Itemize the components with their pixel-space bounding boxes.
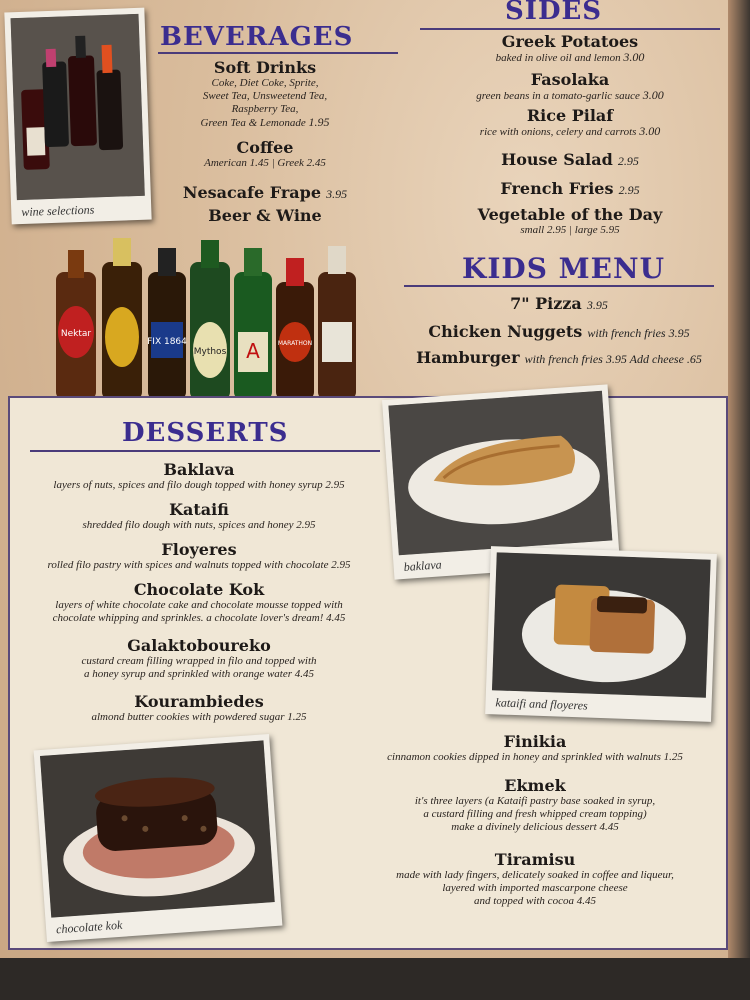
frape-price: 3.95 [326,187,348,201]
dessert-desc-3: and topped with cocoa 4.45 [474,895,596,907]
dessert-name: Baklava [163,460,235,479]
beer-wine-name: Beer & Wine [208,206,322,225]
side-desc: green beans in a tomato-garlic sauce [476,90,640,102]
table-edge [728,0,750,1000]
kids-note: 3.95 [586,298,608,312]
side-item [420,32,720,65]
baklava-image [388,391,612,556]
kataifi-image [492,552,711,697]
dessert-desc-1: layers of white chocolate cake and chocolate mousse topped with [55,599,343,611]
side-item [420,70,720,103]
coffee-desc: American 1.45 | Greek 2.45 [204,157,326,169]
coffee-name: Coffee [236,138,294,157]
frape-name: Nesacafe Frape [182,183,322,202]
side-desc: small 2.95 | large 5.95 [520,224,620,236]
dessert-name: Floyeres [161,540,237,559]
coffee-item [150,138,380,170]
sides-heading: SIDES [505,0,603,26]
side-desc: rice with onions, celery and carrots [479,126,637,138]
dessert-desc-1: it's three layers (a Kataifi pastry base soaked in syrup, [414,795,656,807]
dessert-item [350,850,720,908]
kids-item [404,348,714,367]
wine-photo [4,8,151,225]
beer-label-1: Nektar [60,329,92,339]
beer-label-4: A [246,339,260,363]
dessert-desc: almond butter cookies with powdered sugar 1.25 [91,711,307,723]
dessert-name: Tiramisu [494,850,576,869]
chocolate-kok-image [40,740,275,917]
dessert-name: Galaktoboureko [127,636,271,655]
soft-drinks-desc-3: Raspberry Tea, [231,103,299,115]
dessert-desc-3: make a divinely delicious dessert 4.45 [451,821,619,833]
chocolate-kok-photo-caption: chocolate kok [55,917,123,937]
side-item [420,106,720,139]
desserts-heading: DESSERTS [122,418,289,448]
dessert-name: Kourambiedes [134,692,264,711]
beer-bottle [190,240,230,400]
dessert-desc-2: layered with imported mascarpone cheese [442,882,628,894]
dessert-desc-2: a honey syrup and sprinkled with orange water 4.45 [83,668,315,680]
kataifi-photo-caption: kataifi and floyeres [495,695,588,713]
kids-note: with french fries 3.95 [587,326,690,340]
kids-note: with french fries 3.95 Add cheese .65 [524,352,702,366]
beer-bottle [56,250,96,400]
beer-bottle [147,248,187,400]
side-desc: baked in olive oil and lemon [495,52,621,64]
side-price: 2.95 [618,183,640,197]
soft-drinks-item [150,58,380,130]
kids-rule [404,285,714,287]
table-surface [0,958,750,1000]
dessert-desc: rolled filo pastry with spices and walnuts topped with chocolate 2.95 [47,559,351,571]
beer-wine-item [150,206,380,225]
beer-bottle [276,258,314,400]
dessert-desc: shredded filo dough with nuts, spices and honey 2.95 [82,519,316,531]
dessert-desc-2: a custard filling and fresh whipped cream topping) [423,808,647,820]
baklava-photo-caption: baklava [403,557,443,574]
dessert-name: Kataifi [169,500,229,519]
beer-label-2: FIX 1864 [147,337,187,347]
beer-label-5: MARATHON [277,340,313,347]
side-item [420,205,720,237]
wine-photo-caption: wine selections [21,202,95,220]
soft-drinks-desc-2: Sweet Tea, Unsweetend Tea, [202,90,328,102]
side-price: 3.00 [639,124,661,138]
kids-name: 7" Pizza [510,294,582,313]
beer-label-3: Mythos [193,347,227,357]
dessert-item [350,732,720,764]
beer-bottles-image [50,232,360,402]
dessert-item [14,636,384,681]
side-name: Greek Potatoes [501,32,639,51]
side-item [420,150,720,169]
dessert-name: Finikia [503,732,567,751]
dessert-item [14,500,384,532]
soft-drinks-desc-1: Coke, Diet Coke, Sprite, [211,77,319,89]
beverages-rule [158,52,398,54]
side-price: 3.00 [623,50,645,64]
beer-bottle [234,248,272,400]
side-item [420,179,720,198]
dessert-desc-1: made with lady fingers, delicately soaked in coffee and liqueur, [396,869,674,881]
kids-item [404,322,714,341]
wine-bottles-image [11,14,145,200]
side-name: Vegetable of the Day [477,205,663,224]
beer-bottle [318,246,356,400]
dessert-item [14,460,384,492]
kataifi-photo [485,546,717,722]
dessert-desc: layers of nuts, spices and filo dough topped with honey syrup 2.95 [53,479,345,491]
side-name: French Fries [500,179,614,198]
dessert-item [350,776,720,834]
side-name: Fasolaka [530,70,610,89]
kids-name: Chicken Nuggets [428,322,583,341]
dessert-item [14,580,384,625]
soft-drinks-desc-4: Green Tea & Lemonade [200,117,306,129]
dessert-desc: cinnamon cookies dipped in honey and sprinkled with walnuts 1.25 [387,751,683,763]
soft-drinks-name: Soft Drinks [213,58,317,77]
desserts-rule [30,450,380,452]
dessert-item [14,692,384,724]
kids-name: Hamburger [416,348,520,367]
beverages-heading: BEVERAGES [160,22,354,52]
side-price: 3.00 [642,88,664,102]
dessert-item [14,540,384,572]
side-name: Rice Pilaf [526,106,614,125]
chocolate-kok-photo [34,734,283,942]
dessert-desc-2: chocolate whipping and sprinkles. a chocolate lover's dream! 4.45 [52,612,346,624]
sides-rule [420,28,720,30]
kids-item [404,294,714,313]
beer-bottle [102,238,142,400]
frape-item [150,183,380,202]
dessert-name: Chocolate Kok [133,580,265,599]
side-price: 2.95 [617,154,639,168]
kids-heading: KIDS MENU [462,252,666,285]
soft-drinks-price: 1.95 [308,115,330,129]
dessert-desc-1: custard cream filling wrapped in filo and topped with [81,655,317,667]
dessert-name: Ekmek [504,776,566,795]
side-name: House Salad [501,150,613,169]
